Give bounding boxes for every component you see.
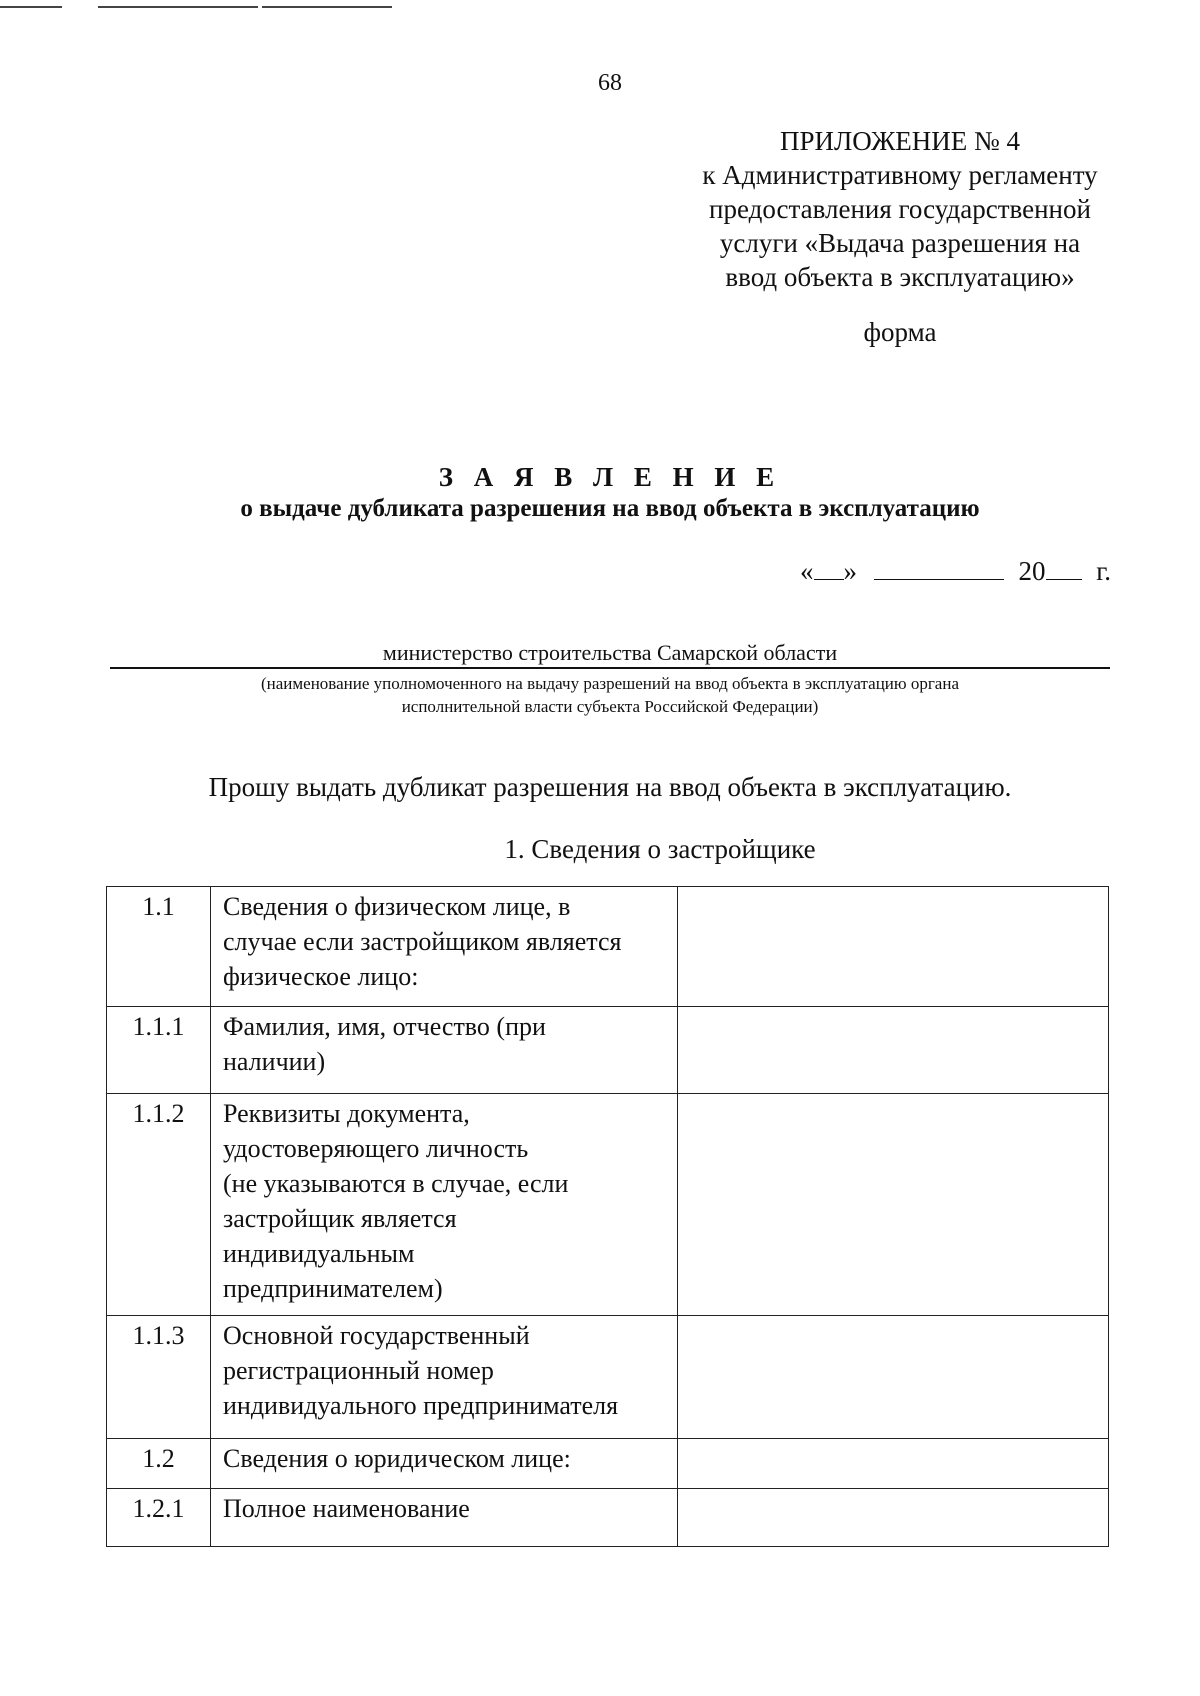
authority-underline: [110, 667, 1110, 669]
row-label-line: Реквизиты документа,: [223, 1099, 470, 1128]
row-label: [211, 1489, 678, 1547]
day-blank[interactable]: [814, 557, 844, 580]
authority-caption: [110, 672, 1110, 718]
year-blank[interactable]: [1046, 557, 1082, 580]
authority-caption-line: (наименование уполномоченного на выдачу разрешений на ввод объекта в эксплуатацию органа: [261, 674, 959, 693]
row-label-line: регистрационный номер: [223, 1356, 494, 1385]
row-value-field[interactable]: [678, 1094, 1109, 1316]
row-label-line: наличии): [223, 1047, 326, 1076]
appendix-block: [670, 124, 1130, 294]
appendix-line: предоставления государственной: [709, 194, 1091, 224]
row-value-field[interactable]: [678, 1316, 1109, 1439]
table-row: [107, 1489, 1109, 1547]
year-prefix: 20: [1018, 556, 1046, 586]
row-value-field[interactable]: [678, 1439, 1109, 1489]
table-row: [107, 1316, 1109, 1439]
row-number: 1.1.1: [107, 1007, 211, 1094]
authority-caption-line: исполнительной власти субъекта Российской Федерации): [401, 697, 819, 716]
section-title: 1. Сведения о застройщике: [504, 834, 816, 864]
date-open-quote: «: [800, 556, 814, 586]
appendix-line: ввод объекта в эксплуатацию»: [725, 262, 1075, 292]
appendix-line: к Административному регламенту: [702, 160, 1098, 190]
row-value-field[interactable]: [678, 887, 1109, 1007]
developer-info-table: [106, 886, 1109, 1547]
year-suffix: г.: [1096, 556, 1112, 586]
scan-artifact-line: [262, 6, 392, 8]
date-close-quote: »: [843, 556, 857, 586]
row-label-line: Основной государственный: [223, 1321, 530, 1350]
appendix-line: ПРИЛОЖЕНИЕ № 4: [779, 126, 1021, 156]
scan-artifact-line: [0, 6, 62, 8]
row-number: 1.2.1: [107, 1489, 211, 1547]
row-label-line: физическое лицо:: [223, 962, 419, 991]
row-label-line: индивидуального предпринимателя: [223, 1391, 619, 1420]
scan-artifact-line: [98, 6, 258, 8]
date-line: [800, 556, 1110, 587]
row-number: 1.1.3: [107, 1316, 211, 1439]
row-label: [211, 1007, 678, 1094]
row-number: 1.1.2: [107, 1094, 211, 1316]
page-number: 68: [598, 70, 622, 96]
request-text: Прошу выдать дубликат разрешения на ввод объекта в эксплуатацию.: [208, 772, 1012, 802]
table-row: [107, 1007, 1109, 1094]
appendix-line: услуги «Выдача разрешения на: [719, 228, 1081, 258]
form-label: форма: [863, 317, 937, 347]
row-label-line: удостоверяющего личность: [223, 1134, 529, 1163]
row-label: [211, 1439, 678, 1489]
row-label-line: Полное наименование: [223, 1494, 470, 1523]
table-row: [107, 887, 1109, 1007]
row-label: [211, 887, 678, 1007]
month-blank[interactable]: [874, 557, 1004, 580]
row-label-line: случае если застройщиком является: [223, 927, 622, 956]
row-label-line: застройщик является: [223, 1204, 457, 1233]
row-number: 1.1: [107, 887, 211, 1007]
row-label-line: Фамилия, имя, отчество (при: [223, 1012, 546, 1041]
document-subtitle: о выдаче дубликата разрешения на ввод объекта в эксплуатацию: [240, 495, 980, 522]
table-row: [107, 1439, 1109, 1489]
row-label: [211, 1094, 678, 1316]
table-row: [107, 1094, 1109, 1316]
row-label-line: Сведения о юридическом лице:: [223, 1444, 571, 1473]
row-label-line: Сведения о физическом лице, в: [223, 892, 571, 921]
row-value-field[interactable]: [678, 1007, 1109, 1094]
row-number: 1.2: [107, 1439, 211, 1489]
row-label-line: (не указываются в случае, если: [223, 1169, 569, 1198]
row-label-line: индивидуальным: [223, 1239, 415, 1268]
row-label: [211, 1316, 678, 1439]
authority-name: министерство строительства Самарской области: [382, 640, 838, 665]
document-title: З А Я В Л Е Н И Е: [438, 462, 782, 492]
row-label-line: предпринимателем): [223, 1274, 443, 1303]
row-value-field[interactable]: [678, 1489, 1109, 1547]
